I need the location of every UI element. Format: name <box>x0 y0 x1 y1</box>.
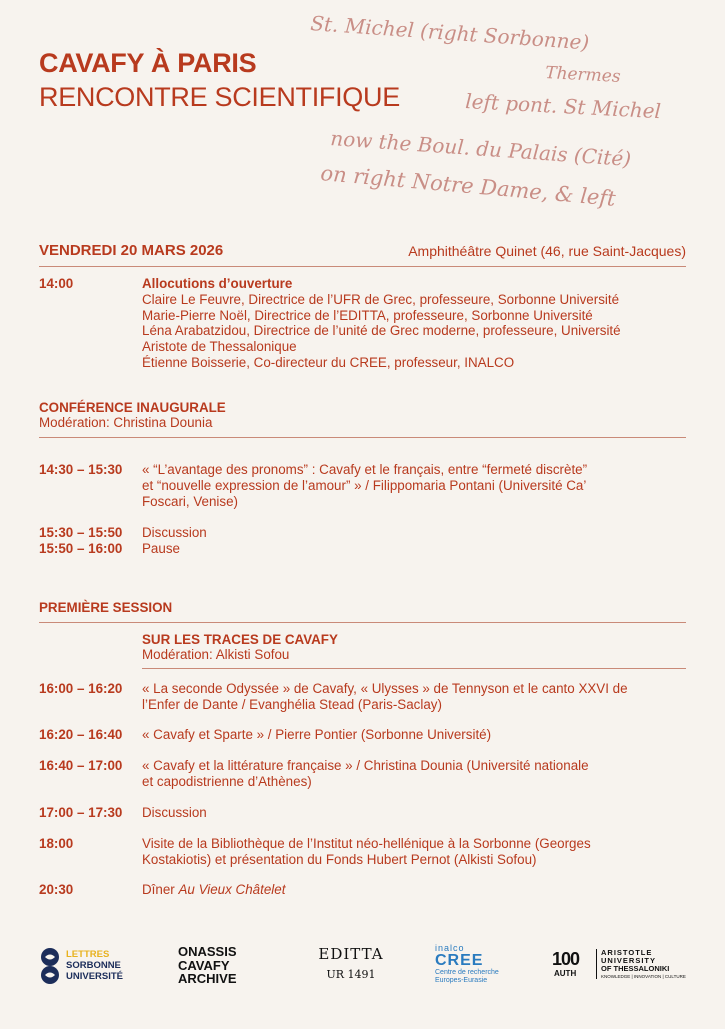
auth-text <box>601 949 686 981</box>
day-date: VENDREDI 20 MARS 2026 <box>39 242 224 259</box>
item-line: et capodistrienne d’Athènes) <box>142 773 312 789</box>
item-body <box>142 276 687 371</box>
item-line: « Cavafy et la littérature française » / Christina Dounia (Université nationale <box>142 758 589 773</box>
cree-sub: Centre de recherche <box>435 969 499 976</box>
manuscript-line: now the Boul. du Palais (Cité) <box>329 126 632 172</box>
item-line: et “nouvelle expression de l’amour” » / Filippomaria Pontani (Université Ca’ <box>142 477 587 493</box>
item-body: Discussion <box>142 525 207 540</box>
item-time: 17:00 – 17:30 <box>39 805 123 820</box>
item-line: l’Enfer de Dante / Evanghélia Stead (Paris-Saclay) <box>142 696 442 712</box>
onassis-logo <box>178 945 237 986</box>
day-header <box>39 242 686 267</box>
onassis-line: ARCHIVE <box>178 971 237 986</box>
item-time: 14:30 – 15:30 <box>39 462 123 477</box>
item-time: 16:40 – 17:00 <box>39 758 123 773</box>
item-time: 14:00 <box>39 276 74 291</box>
page-subtitle: RENCONTRE SCIENTIFIQUE <box>39 82 400 112</box>
item-time: 20:30 <box>39 882 74 897</box>
editta-name: EDITTA <box>318 945 384 963</box>
section-moderation: Modération: Christina Dounia <box>39 415 213 430</box>
auth-line: ARISTOTLE <box>601 948 653 957</box>
item-title: Allocutions d’ouverture <box>142 276 293 291</box>
divider <box>142 668 686 669</box>
item-line: Aristote de Thessalonique <box>142 339 297 355</box>
inalco-name: inalco <box>435 943 465 953</box>
item-body <box>142 758 687 790</box>
auth-logo <box>552 949 692 981</box>
auth-line: UNIVERSITY <box>601 956 657 965</box>
item-line: Léna Arabatzidou, Directrice de l’unité de Grec moderne, professeure, Université <box>142 323 621 339</box>
editta-ur: UR 1491 <box>326 968 376 981</box>
auth-line: OF THESSALONIKI <box>601 964 670 973</box>
item-line: « La seconde Odyssée » de Cavafy, « Ulysses » de Tennyson et le canto XXVI de <box>142 681 628 696</box>
onassis-line: CAVAFY <box>178 957 230 973</box>
item-time: 16:20 – 16:40 <box>39 727 123 742</box>
subsection-moderation: Modération: Alkisti Sofou <box>142 647 290 662</box>
item-time: 15:50 – 16:00 <box>39 541 123 556</box>
auth-divider <box>596 949 597 979</box>
item-time: 15:30 – 15:50 <box>39 525 123 540</box>
item-time: 18:00 <box>39 836 74 851</box>
section-inaugural <box>39 400 686 430</box>
item-line: Visite de la Bibliothèque de l’Institut néo-hellénique à la Sorbonne (Georges <box>142 836 591 851</box>
cree-sub: Europes-Eurasie <box>435 977 488 984</box>
sorbonne-lettres: LETTRES <box>66 949 110 960</box>
day-venue: Amphithéâtre Quinet (46, rue Saint-Jacques) <box>408 243 686 259</box>
item-body: Pause <box>142 541 180 556</box>
item-line: Marie-Pierre Noël, Directrice de l’EDITTA, professeure, Sorbonne Université <box>142 307 593 323</box>
item-body <box>142 681 687 713</box>
item-line: Foscari, Venise) <box>142 493 239 509</box>
item-line: Claire Le Feuvre, Directrice de l’UFR de Grec, professeure, Sorbonne Université <box>142 291 620 307</box>
editta-logo <box>311 945 391 981</box>
auth-line: KNOWLEDGE | INNOVATION | CULTURE <box>601 974 686 979</box>
page-title: CAVAFY À PARIS <box>39 48 257 78</box>
manuscript-line: St. Michel (right Sorbonne) <box>309 11 591 55</box>
manuscript-line: on right Notre Dame, & left <box>319 161 617 211</box>
item-line: Étienne Boisserie, Co-directeur du CREE, professeur, INALCO <box>142 354 515 370</box>
auth-100: 100 <box>552 949 580 969</box>
item-time: 16:00 – 16:20 <box>39 681 123 696</box>
divider <box>39 622 686 623</box>
item-body <box>142 882 687 898</box>
dinner-label: Dîner <box>142 882 179 897</box>
manuscript-line: left pont. St Michel <box>464 89 662 124</box>
item-body <box>142 462 687 509</box>
partner-logos <box>0 935 725 995</box>
dinner-place: Au Vieux Châtelet <box>178 882 286 897</box>
sorbonne-name: SORBONNE <box>66 960 121 971</box>
manuscript-line: Thermes <box>544 63 622 87</box>
item-body <box>142 836 687 868</box>
cree-name: CREE <box>435 952 484 969</box>
divider <box>39 437 686 438</box>
section-heading: CONFÉRENCE INAUGURALE <box>39 400 226 415</box>
cree-logo <box>435 943 499 985</box>
item-line: « “L’avantage des pronoms” : Cavafy et le français, entre “fermeté discrète” <box>142 462 588 477</box>
section-heading: PREMIÈRE SESSION <box>39 600 173 615</box>
subsection <box>142 632 686 662</box>
item-line: « Cavafy et Sparte » / Pierre Pontier (Sorbonne Université) <box>142 727 492 742</box>
subsection-heading: SUR LES TRACES DE CAVAFY <box>142 632 338 647</box>
sorbonne-emblem-icon <box>38 947 62 985</box>
onassis-line: ONASSIS <box>178 944 237 959</box>
sorbonne-universite: UNIVERSITÉ <box>66 971 124 982</box>
item-line: Kostakiotis) et présentation du Fonds Hubert Pernot (Alkisti Sofou) <box>142 851 537 867</box>
auth-abbr: AUTH <box>554 969 577 978</box>
sorbonne-logo <box>38 947 138 987</box>
item-line: Discussion <box>142 805 207 820</box>
